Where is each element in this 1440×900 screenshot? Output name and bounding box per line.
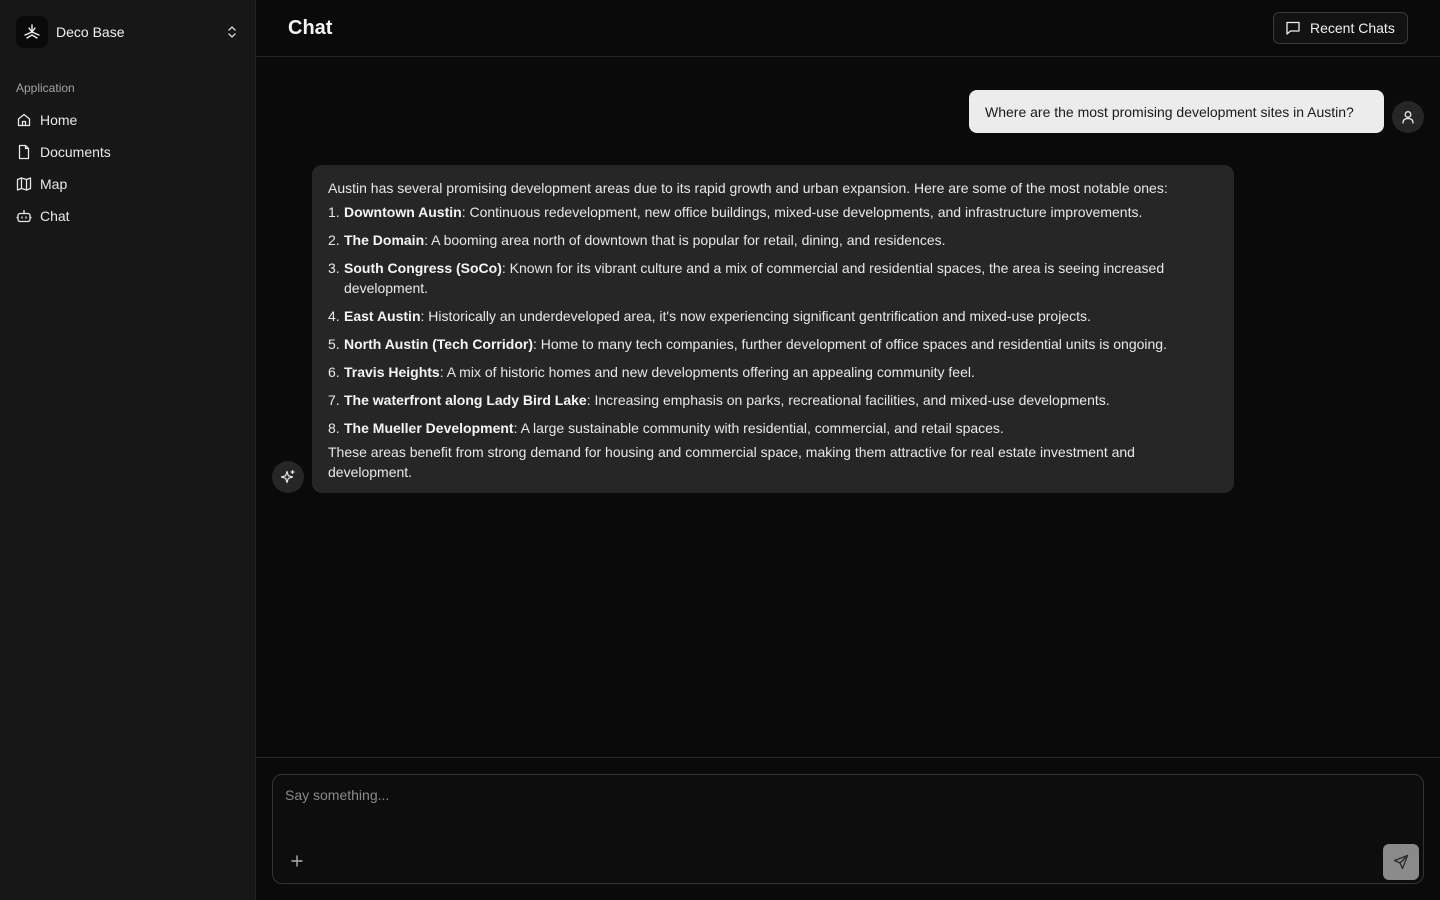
sidebar-item-label: Map bbox=[40, 176, 68, 192]
home-icon bbox=[16, 112, 32, 128]
chevrons-up-down-icon bbox=[224, 24, 240, 40]
sidebar-item-documents[interactable] bbox=[8, 136, 248, 168]
area-name: The waterfront along Lady Bird Lake bbox=[344, 392, 587, 408]
list-item: 7. The waterfront along Lady Bird Lake: Increasing emphasis on parks, recreational facilities, and mixed-use developments. bbox=[328, 392, 1110, 408]
sidebar bbox=[0, 0, 256, 900]
workspace-name: Deco Base bbox=[56, 24, 125, 40]
page-title: Chat bbox=[288, 17, 333, 39]
map-icon bbox=[16, 176, 32, 192]
list-item: 3. South Congress (SoCo): Known for its vibrant culture and a mix of commercial and residential spaces, the area is seeing increased development. bbox=[328, 260, 1165, 296]
area-description: : A mix of historic homes and new developments offering an appealing community feel. bbox=[439, 364, 975, 380]
sidebar-item-chat[interactable] bbox=[8, 200, 248, 232]
sidebar-item-map[interactable] bbox=[8, 168, 248, 200]
area-description: : A booming area north of downtown that is popular for retail, dining, and residences. bbox=[424, 232, 946, 248]
list-item: 8. The Mueller Development: A large sustainable community with residential, commercial, and retail spaces. bbox=[328, 420, 1004, 436]
area-description: : Continuous redevelopment, new office buildings, mixed-use developments, and infrastructure improvements. bbox=[461, 204, 1143, 220]
list-item: 1. Downtown Austin: Continuous redevelopment, new office buildings, mixed-use developments, and infrastructure improvements. bbox=[328, 204, 1143, 220]
recent-chats-button[interactable] bbox=[1273, 12, 1408, 44]
send-button[interactable] bbox=[1383, 844, 1419, 880]
composer-divider bbox=[256, 757, 1440, 758]
plus-icon bbox=[290, 854, 304, 868]
list-item: 6. Travis Heights: A mix of historic homes and new developments offering an appealing community feel. bbox=[328, 364, 975, 380]
area-description: : Known for its vibrant culture and a mix of commercial and residential spaces, the area is seeing increased development. bbox=[344, 260, 1165, 296]
list-item: 2. The Domain: A booming area north of downtown that is popular for retail, dining, and residences. bbox=[328, 232, 946, 248]
sidebar-item-label: Documents bbox=[40, 144, 111, 160]
area-name: Downtown Austin bbox=[344, 204, 462, 220]
area-description: : Home to many tech companies, further development of office spaces and residential units is ongoing. bbox=[533, 336, 1167, 352]
page-header bbox=[256, 0, 1440, 57]
area-description: : Increasing emphasis on parks, recreational facilities, and mixed-use developments. bbox=[586, 392, 1110, 408]
list-item: 4. East Austin: Historically an underdeveloped area, it's now experiencing significant gentrification and mixed-use projects. bbox=[328, 308, 1091, 324]
area-description: : Historically an underdeveloped area, it's now experiencing significant gentrification and mixed-use projects. bbox=[420, 308, 1091, 324]
area-name: East Austin bbox=[344, 308, 421, 324]
user-message: Where are the most promising development sites in Austin? bbox=[969, 90, 1384, 133]
sidebar-item-label: Chat bbox=[40, 208, 70, 224]
area-name: The Mueller Development bbox=[344, 420, 514, 436]
area-description: : A large sustainable community with residential, commercial, and retail spaces. bbox=[513, 420, 1004, 436]
area-name: South Congress (SoCo) bbox=[344, 260, 502, 276]
section-label-application: Application bbox=[16, 81, 75, 95]
assistant-outro: These areas benefit from strong demand for housing and commercial space, making them attractive for real estate investment and development. bbox=[328, 444, 1135, 480]
workspace-switcher[interactable] bbox=[16, 16, 240, 48]
area-name: The Domain bbox=[344, 232, 425, 248]
list-item: 5. North Austin (Tech Corridor): Home to many tech companies, further development of office spaces and residential units is ongoing. bbox=[328, 336, 1167, 352]
area-name: North Austin (Tech Corridor) bbox=[344, 336, 533, 352]
deco-logo-icon bbox=[16, 16, 48, 48]
message-square-icon bbox=[1285, 20, 1301, 36]
bot-icon bbox=[16, 208, 32, 224]
sidebar-item-home[interactable] bbox=[8, 104, 248, 136]
assistant-intro: Austin has several promising development areas due to its rapid growth and urban expansion. Here are some of the most notable ones: bbox=[328, 180, 1168, 196]
development-areas-list bbox=[328, 202, 1218, 438]
user-icon bbox=[1400, 109, 1416, 125]
recent-chats-label: Recent Chats bbox=[1310, 20, 1395, 36]
assistant-message bbox=[312, 165, 1234, 493]
add-attachment-button[interactable] bbox=[287, 851, 307, 871]
sparkles-icon bbox=[280, 469, 296, 485]
message-input[interactable] bbox=[285, 787, 1405, 827]
area-name: Travis Heights bbox=[344, 364, 440, 380]
sidebar-nav bbox=[8, 104, 248, 232]
user-avatar bbox=[1392, 101, 1424, 133]
message-composer bbox=[272, 774, 1424, 884]
file-icon bbox=[16, 144, 32, 160]
send-icon bbox=[1393, 854, 1409, 870]
sidebar-item-label: Home bbox=[40, 112, 78, 128]
assistant-avatar bbox=[272, 461, 304, 493]
